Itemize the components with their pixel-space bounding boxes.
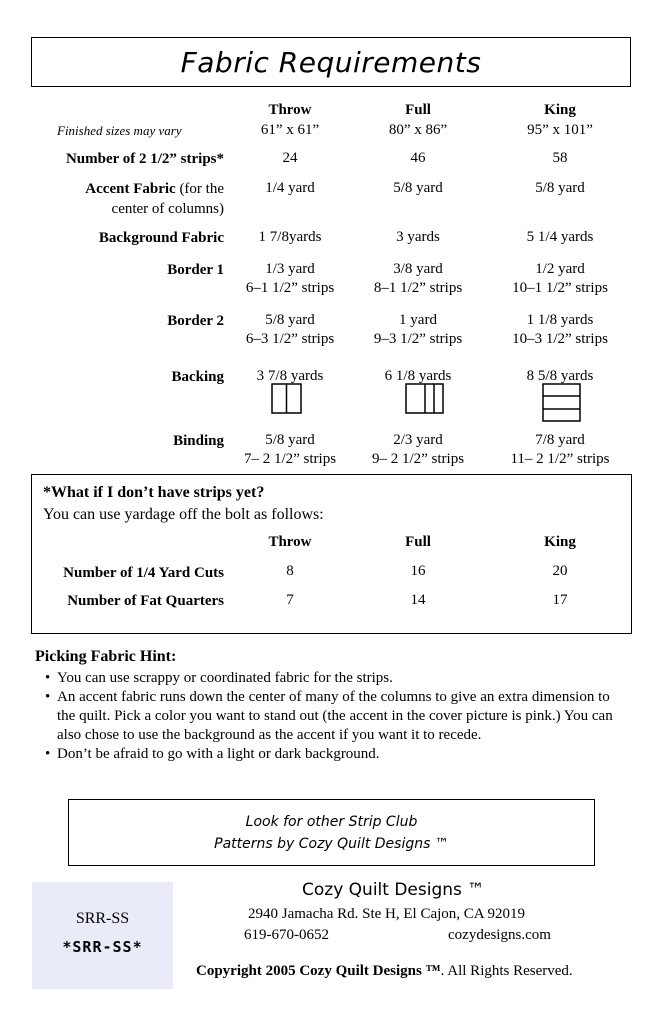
- promo-box: [68, 799, 595, 866]
- border1-king-yard: 1/2 yard: [535, 261, 585, 277]
- company-phone: 619-670-0652: [244, 927, 329, 943]
- backing-king: 8 5/8 yards: [526, 368, 594, 384]
- binding-throw-yard: 5/8 yard: [265, 432, 315, 448]
- border1-throw-yard: 1/3 yard: [265, 261, 315, 277]
- size-king: 95” x 101”: [527, 122, 593, 138]
- fat-quarters-king: 17: [552, 592, 568, 608]
- binding-throw-strips: 7– 2 1/2” strips: [243, 451, 337, 467]
- border2-full-strips: 9–3 1/2” strips: [373, 331, 463, 347]
- border2-king: [485, 311, 635, 349]
- sku-barcode: *SRR-SS*: [62, 938, 143, 956]
- border1-throw-strips: 6–1 1/2” strips: [245, 280, 335, 296]
- binding-king-yard: 7/8 yard: [535, 432, 585, 448]
- col-header-throw: Throw: [268, 102, 312, 118]
- row-label-background: Background Fabric: [98, 230, 224, 246]
- strips-full: 46: [410, 150, 426, 166]
- strips-question: *What if I don’t have strips yet?: [43, 484, 265, 501]
- row-label-backing: Backing: [171, 369, 224, 385]
- accent-full: 5/8 yard: [393, 180, 443, 196]
- hint-bullet-2: • An accent fabric runs down the center of many of the columns to give an extra dimension to the quilt. Pick a color you want to stand out (the accent in the cover picture is pink.) You can also chose to use the background as the accent if you want it to recede.: [45, 688, 630, 745]
- sku-box: [32, 882, 173, 989]
- border1-king: [485, 260, 635, 298]
- size-throw: 61” x 61”: [260, 122, 320, 138]
- company-address: 2940 Jamacha Rd. Ste H, El Cajon, CA 92019: [248, 906, 526, 922]
- accent-label-bold: Accent Fabric: [85, 181, 176, 197]
- binding-king-strips: 11– 2 1/2” strips: [510, 451, 610, 467]
- border1-king-strips: 10–1 1/2” strips: [512, 280, 608, 296]
- promo-line-2: Patterns by Cozy Quilt Designs ™: [214, 835, 449, 852]
- title-box: [31, 37, 631, 87]
- quarter-cuts-throw: 8: [286, 563, 294, 579]
- quarter-cuts-king: 20: [552, 563, 568, 579]
- company-name: Cozy Quilt Designs ™: [302, 880, 485, 900]
- company-website[interactable]: cozydesigns.com: [448, 927, 551, 943]
- hint-title: Picking Fabric Hint:: [35, 648, 177, 665]
- box-col-header-full: Full: [405, 534, 431, 550]
- fat-quarters-full: 14: [410, 592, 426, 608]
- row-label-quarter-cuts: Number of 1/4 Yard Cuts: [63, 565, 224, 581]
- hint-bullet-1: • You can use scrappy or coordinated fabric for the strips.: [45, 669, 630, 688]
- background-throw: 1 7/8yards: [258, 229, 322, 245]
- border2-full: [343, 311, 493, 349]
- accent-label-rest-1: (for the: [179, 181, 224, 197]
- binding-full: [343, 431, 493, 469]
- border2-king-yard: 1 1/8 yards: [526, 312, 594, 328]
- quarter-cuts-full: 16: [410, 563, 426, 579]
- row-label-strips: Number of 2 1/2” strips*: [65, 151, 224, 167]
- background-full: 3 yards: [396, 229, 440, 245]
- size-full: 80” x 86”: [388, 122, 448, 138]
- border2-throw-strips: 6–3 1/2” strips: [245, 331, 335, 347]
- border1-full: [343, 260, 493, 298]
- border2-throw-yard: 5/8 yard: [265, 312, 315, 328]
- row-label-border2: Border 2: [167, 313, 224, 329]
- backing-full: 6 1/8 yards: [384, 368, 452, 384]
- finished-sizes-note: Finished sizes may vary: [57, 123, 182, 138]
- page-title: Fabric Requirements: [180, 45, 482, 79]
- strips-subtitle: You can use yardage off the bolt as follows:: [43, 506, 324, 523]
- binding-king: [485, 431, 635, 469]
- box-col-header-king: King: [544, 534, 576, 550]
- backing-diagram-throw-icon: [271, 383, 303, 415]
- backing-diagram-full-icon: [405, 383, 445, 415]
- strips-king: 58: [552, 150, 568, 166]
- box-col-header-throw: Throw: [268, 534, 312, 550]
- border1-full-strips: 8–1 1/2” strips: [373, 280, 463, 296]
- col-header-full: Full: [405, 102, 431, 118]
- binding-full-yard: 2/3 yard: [393, 432, 443, 448]
- promo-line-1: Look for other Strip Club: [245, 813, 418, 830]
- border2-king-strips: 10–3 1/2” strips: [512, 331, 608, 347]
- accent-label-rest-2: center of columns): [111, 201, 224, 217]
- hint-bullet-3: • Don’t be afraid to go with a light or dark background.: [45, 745, 630, 764]
- backing-throw: 3 7/8 yards: [256, 368, 324, 384]
- copyright-rest: . All Rights Reserved.: [440, 963, 573, 979]
- background-king: 5 1/4 yards: [526, 229, 594, 245]
- sku-code: SRR-SS: [75, 910, 130, 927]
- row-label-fat-quarters: Number of Fat Quarters: [67, 593, 224, 609]
- row-label-border1: Border 1: [167, 262, 224, 278]
- hint-bullet-list: [45, 669, 630, 764]
- border1-full-yard: 3/8 yard: [393, 261, 443, 277]
- copyright-line: [196, 963, 573, 980]
- row-label-accent: [24, 179, 224, 219]
- row-label-binding: Binding: [173, 433, 224, 449]
- accent-king: 5/8 yard: [535, 180, 585, 196]
- strips-throw: 24: [282, 150, 298, 166]
- copyright-bold: Copyright 2005 Cozy Quilt Designs ™: [196, 963, 441, 979]
- backing-diagram-king-icon: [542, 383, 582, 423]
- border2-full-yard: 1 yard: [399, 312, 437, 328]
- col-header-king: King: [544, 102, 576, 118]
- binding-full-strips: 9– 2 1/2” strips: [371, 451, 465, 467]
- fat-quarters-throw: 7: [286, 592, 294, 608]
- accent-throw: 1/4 yard: [265, 180, 315, 196]
